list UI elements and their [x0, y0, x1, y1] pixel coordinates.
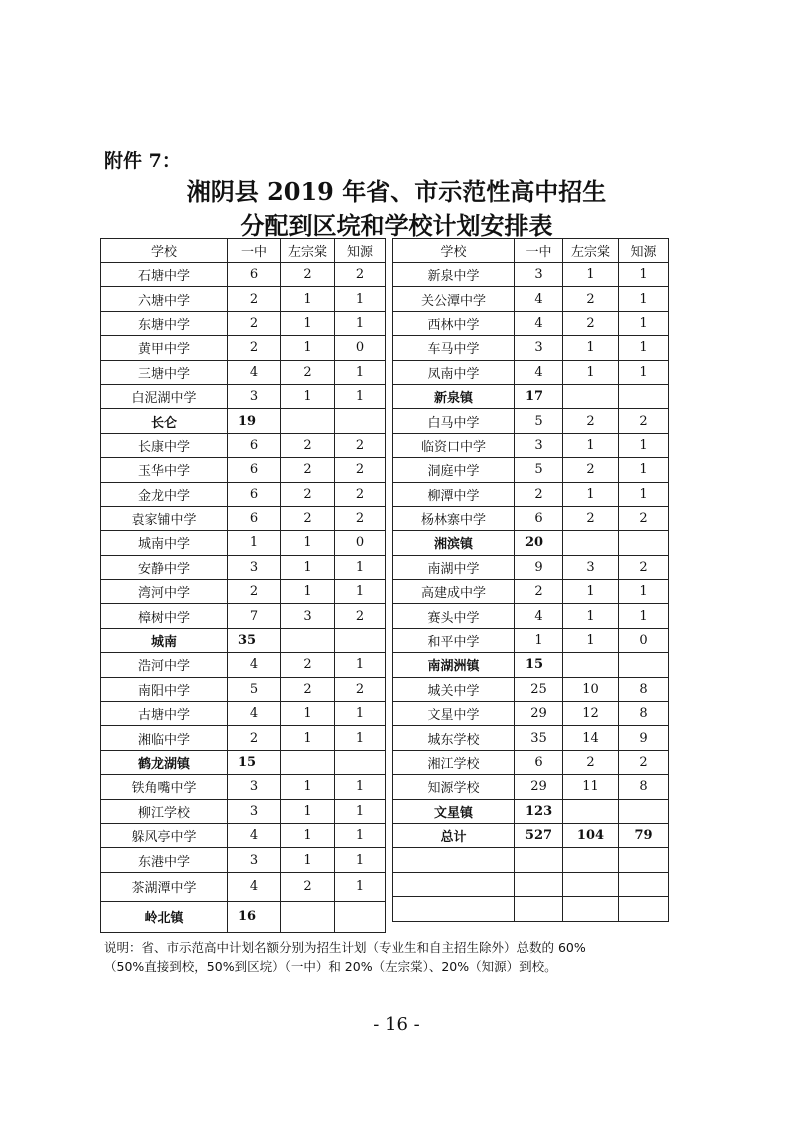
school-cell: 躲风亭中学: [101, 823, 228, 847]
zuozongtang-cell: [563, 653, 619, 677]
school-cell: 洞庭中学: [393, 458, 515, 482]
zuozongtang-cell: 12: [563, 702, 619, 726]
zhiyuan-cell: 1: [335, 311, 386, 335]
header-zhiyuan: 知源: [335, 239, 386, 263]
school-cell: 石塘中学: [101, 263, 228, 287]
school-cell: 六塘中学: [101, 287, 228, 311]
zhiyuan-cell: 1: [619, 360, 669, 384]
yizhong-cell: 123: [515, 799, 563, 823]
zuozongtang-cell: 2: [563, 287, 619, 311]
yizhong-cell: 7: [228, 604, 281, 628]
table-row: [393, 263, 669, 287]
yizhong-cell: 29: [515, 702, 563, 726]
zuozongtang-cell: 1: [281, 336, 335, 360]
school-cell: 柳潭中学: [393, 482, 515, 506]
zhiyuan-cell: 2: [335, 506, 386, 530]
document-title-line-1: 湘阴县 2019 年省、市示范性高中招生: [186, 177, 607, 206]
zhiyuan-cell: [619, 848, 669, 872]
yizhong-cell: 2: [228, 287, 281, 311]
yizhong-cell: 3: [228, 848, 281, 872]
zhiyuan-cell: [619, 653, 669, 677]
school-cell: 安静中学: [101, 555, 228, 579]
right-header-row: [393, 239, 669, 263]
yizhong-cell: 15: [515, 653, 563, 677]
table-row: [393, 702, 669, 726]
school-cell: 车马中学: [393, 336, 515, 360]
school-cell: 新泉镇: [393, 384, 515, 408]
zhiyuan-cell: 0: [619, 628, 669, 652]
table-row: [101, 872, 386, 901]
yizhong-cell: 35: [228, 628, 281, 652]
zhiyuan-cell: 1: [335, 848, 386, 872]
yizhong-cell: 17: [515, 384, 563, 408]
table-row: [393, 848, 669, 872]
zhiyuan-cell: 1: [619, 311, 669, 335]
yizhong-cell: 3: [515, 263, 563, 287]
zhiyuan-cell: 1: [335, 799, 386, 823]
table-row: [101, 799, 386, 823]
zuozongtang-cell: 1: [281, 848, 335, 872]
yizhong-cell: 5: [515, 409, 563, 433]
yizhong-cell: 25: [515, 677, 563, 701]
zhiyuan-cell: 1: [619, 433, 669, 457]
zuozongtang-cell: 2: [563, 750, 619, 774]
zhiyuan-cell: [335, 901, 386, 932]
zhiyuan-cell: [619, 872, 669, 896]
yizhong-cell: 3: [228, 384, 281, 408]
table-row: [101, 555, 386, 579]
table-row: [101, 482, 386, 506]
school-cell: 茶湖潭中学: [101, 872, 228, 901]
school-cell: 关公潭中学: [393, 287, 515, 311]
yizhong-cell: 4: [515, 311, 563, 335]
footnote-line-2: （50%直接到校，50%到区垸）（一中）和 20%（左宗棠）、20%（知源）到校。: [104, 959, 557, 974]
table-row: [101, 336, 386, 360]
table-row: [393, 775, 669, 799]
yizhong-cell: 6: [228, 458, 281, 482]
zhiyuan-cell: 1: [335, 287, 386, 311]
table-row: [101, 823, 386, 847]
table-row: [393, 628, 669, 652]
zuozongtang-cell: 2: [281, 482, 335, 506]
school-cell: 湘江学校: [393, 750, 515, 774]
school-cell: 三塘中学: [101, 360, 228, 384]
yizhong-cell: 6: [228, 263, 281, 287]
table-row: [393, 506, 669, 530]
table-row: [101, 726, 386, 750]
zuozongtang-cell: [281, 628, 335, 652]
table-row: [393, 872, 669, 896]
zhiyuan-cell: 0: [335, 531, 386, 555]
yizhong-cell: 3: [228, 555, 281, 579]
zuozongtang-cell: 1: [281, 580, 335, 604]
table-row: [393, 653, 669, 677]
right-allocation-table: [392, 238, 669, 922]
yizhong-cell: 19: [228, 409, 281, 433]
school-cell: 铁角嘴中学: [101, 775, 228, 799]
zhiyuan-cell: [335, 628, 386, 652]
zuozongtang-cell: 2: [563, 311, 619, 335]
school-cell: 湘临中学: [101, 726, 228, 750]
zhiyuan-cell: 1: [619, 604, 669, 628]
zuozongtang-cell: 1: [563, 263, 619, 287]
footnote-line-1: 说明：省、市示范高中计划名额分别为招生计划（专业生和自主招生除外）总数的 60%: [104, 940, 586, 955]
zuozongtang-cell: [563, 897, 619, 921]
table-row: [101, 677, 386, 701]
school-cell: 凤南中学: [393, 360, 515, 384]
zhiyuan-cell: [619, 531, 669, 555]
yizhong-cell: 2: [228, 726, 281, 750]
table-row: [101, 531, 386, 555]
zhiyuan-cell: 2: [335, 677, 386, 701]
table-row: [101, 384, 386, 408]
school-cell: 西林中学: [393, 311, 515, 335]
table-row: [393, 531, 669, 555]
yizhong-cell: 4: [228, 872, 281, 901]
zhiyuan-cell: 1: [335, 555, 386, 579]
school-cell: 东塘中学: [101, 311, 228, 335]
zuozongtang-cell: 1: [563, 482, 619, 506]
zuozongtang-cell: 11: [563, 775, 619, 799]
school-cell: 城南: [101, 628, 228, 652]
yizhong-cell: 3: [228, 775, 281, 799]
school-cell: 浩河中学: [101, 653, 228, 677]
yizhong-cell: 6: [515, 506, 563, 530]
table-row: [393, 384, 669, 408]
yizhong-cell: 4: [515, 360, 563, 384]
table-row: [101, 628, 386, 652]
yizhong-cell: 1: [228, 531, 281, 555]
zhiyuan-cell: 1: [619, 580, 669, 604]
school-cell: 湘滨镇: [393, 531, 515, 555]
table-row: [101, 653, 386, 677]
school-cell: 知源学校: [393, 775, 515, 799]
yizhong-cell: 2: [515, 482, 563, 506]
zuozongtang-cell: 2: [281, 458, 335, 482]
yizhong-cell: 527: [515, 823, 563, 847]
yizhong-cell: [515, 848, 563, 872]
school-cell: 白马中学: [393, 409, 515, 433]
zhiyuan-cell: 2: [335, 458, 386, 482]
zuozongtang-cell: [281, 901, 335, 932]
zuozongtang-cell: [563, 872, 619, 896]
header-school: 学校: [393, 239, 515, 263]
yizhong-cell: 9: [515, 555, 563, 579]
zuozongtang-cell: [281, 409, 335, 433]
table-row: [393, 823, 669, 847]
zhiyuan-cell: 8: [619, 775, 669, 799]
zuozongtang-cell: 1: [281, 823, 335, 847]
header-zuozongtang: 左宗棠: [281, 239, 335, 263]
school-cell: 长仑: [101, 409, 228, 433]
zuozongtang-cell: 104: [563, 823, 619, 847]
table-row: [101, 360, 386, 384]
school-cell: 文星镇: [393, 799, 515, 823]
school-cell: 杨林寨中学: [393, 506, 515, 530]
school-cell: 黄甲中学: [101, 336, 228, 360]
zuozongtang-cell: 2: [563, 409, 619, 433]
zhiyuan-cell: 1: [619, 482, 669, 506]
school-cell: [393, 872, 515, 896]
header-zuozongtang: 左宗棠: [563, 239, 619, 263]
yizhong-cell: 20: [515, 531, 563, 555]
zhiyuan-cell: [619, 897, 669, 921]
header-school: 学校: [101, 239, 228, 263]
yizhong-cell: 6: [228, 482, 281, 506]
zhiyuan-cell: 2: [619, 506, 669, 530]
yizhong-cell: 5: [228, 677, 281, 701]
zhiyuan-cell: 2: [335, 604, 386, 628]
zhiyuan-cell: 2: [335, 482, 386, 506]
footnote: [104, 938, 704, 976]
table-row: [393, 555, 669, 579]
zuozongtang-cell: 1: [563, 433, 619, 457]
yizhong-cell: 3: [515, 336, 563, 360]
page-number: - 16 -: [373, 1014, 420, 1035]
table-row: [101, 604, 386, 628]
table-row: [393, 604, 669, 628]
school-cell: 白泥湖中学: [101, 384, 228, 408]
zhiyuan-cell: 2: [619, 409, 669, 433]
yizhong-cell: 35: [515, 726, 563, 750]
left-header-row: [101, 239, 386, 263]
yizhong-cell: 2: [228, 336, 281, 360]
school-cell: 总计: [393, 823, 515, 847]
school-cell: 岭北镇: [101, 901, 228, 932]
school-cell: 袁家铺中学: [101, 506, 228, 530]
table-row: [393, 360, 669, 384]
table-row: [101, 433, 386, 457]
table-row: [393, 433, 669, 457]
table-row: [101, 311, 386, 335]
zuozongtang-cell: 1: [281, 384, 335, 408]
school-cell: 和平中学: [393, 628, 515, 652]
zuozongtang-cell: 2: [281, 360, 335, 384]
table-row: [393, 799, 669, 823]
zhiyuan-cell: 2: [335, 263, 386, 287]
table-row: [101, 409, 386, 433]
table-row: [393, 287, 669, 311]
zhiyuan-cell: 2: [335, 433, 386, 457]
school-cell: 临资口中学: [393, 433, 515, 457]
table-row: [393, 580, 669, 604]
table-row: [101, 848, 386, 872]
table-row: [393, 409, 669, 433]
school-cell: 柳江学校: [101, 799, 228, 823]
zuozongtang-cell: 2: [563, 506, 619, 530]
yizhong-cell: 4: [515, 287, 563, 311]
table-row: [101, 287, 386, 311]
zhiyuan-cell: 0: [335, 336, 386, 360]
table-row: [101, 580, 386, 604]
table-row: [393, 750, 669, 774]
table-row: [393, 311, 669, 335]
zuozongtang-cell: 2: [281, 677, 335, 701]
school-cell: 南湖中学: [393, 555, 515, 579]
zuozongtang-cell: 1: [281, 287, 335, 311]
school-cell: 新泉中学: [393, 263, 515, 287]
school-cell: 城关中学: [393, 677, 515, 701]
table-row: [393, 482, 669, 506]
yizhong-cell: 2: [515, 580, 563, 604]
yizhong-cell: 5: [515, 458, 563, 482]
yizhong-cell: 15: [228, 750, 281, 774]
table-row: [393, 897, 669, 921]
table-row: [101, 775, 386, 799]
school-cell: 城东学校: [393, 726, 515, 750]
school-cell: 城南中学: [101, 531, 228, 555]
school-cell: 长康中学: [101, 433, 228, 457]
yizhong-cell: 29: [515, 775, 563, 799]
zuozongtang-cell: 2: [563, 458, 619, 482]
header-yizhong: 一中: [515, 239, 563, 263]
school-cell: 玉华中学: [101, 458, 228, 482]
zhiyuan-cell: 1: [335, 580, 386, 604]
zhiyuan-cell: 1: [335, 823, 386, 847]
zhiyuan-cell: 1: [619, 287, 669, 311]
zuozongtang-cell: 1: [281, 702, 335, 726]
zuozongtang-cell: [563, 531, 619, 555]
zuozongtang-cell: [563, 848, 619, 872]
school-cell: 赛头中学: [393, 604, 515, 628]
zhiyuan-cell: 1: [335, 384, 386, 408]
right-table-body: [393, 239, 669, 922]
yizhong-cell: 4: [228, 702, 281, 726]
table-row: [393, 726, 669, 750]
zuozongtang-cell: 1: [281, 799, 335, 823]
zhiyuan-cell: 1: [335, 653, 386, 677]
table-row: [101, 458, 386, 482]
school-cell: 文星中学: [393, 702, 515, 726]
table-row: [101, 702, 386, 726]
school-cell: 鹤龙湖镇: [101, 750, 228, 774]
zuozongtang-cell: 14: [563, 726, 619, 750]
zhiyuan-cell: 1: [619, 263, 669, 287]
yizhong-cell: 1: [515, 628, 563, 652]
school-cell: 樟树中学: [101, 604, 228, 628]
school-cell: 古塘中学: [101, 702, 228, 726]
zuozongtang-cell: 1: [563, 604, 619, 628]
zhiyuan-cell: 1: [335, 775, 386, 799]
zhiyuan-cell: [335, 409, 386, 433]
yizhong-cell: 6: [515, 750, 563, 774]
zhiyuan-cell: 8: [619, 702, 669, 726]
yizhong-cell: 6: [228, 433, 281, 457]
school-cell: 南湖洲镇: [393, 653, 515, 677]
yizhong-cell: 16: [228, 901, 281, 932]
zhiyuan-cell: 2: [619, 750, 669, 774]
zhiyuan-cell: 1: [335, 702, 386, 726]
school-cell: 东港中学: [101, 848, 228, 872]
zuozongtang-cell: 2: [281, 263, 335, 287]
school-cell: [393, 897, 515, 921]
school-cell: 高建成中学: [393, 580, 515, 604]
yizhong-cell: 4: [228, 823, 281, 847]
school-cell: 南阳中学: [101, 677, 228, 701]
yizhong-cell: 4: [228, 360, 281, 384]
zuozongtang-cell: 2: [281, 653, 335, 677]
zhiyuan-cell: [335, 750, 386, 774]
zhiyuan-cell: 1: [335, 360, 386, 384]
yizhong-cell: [515, 872, 563, 896]
zuozongtang-cell: 10: [563, 677, 619, 701]
left-allocation-table: [100, 238, 386, 933]
zuozongtang-cell: 1: [563, 360, 619, 384]
zuozongtang-cell: 1: [281, 726, 335, 750]
zuozongtang-cell: 1: [281, 531, 335, 555]
attachment-label: 附件 7：: [104, 150, 181, 172]
header-yizhong: 一中: [228, 239, 281, 263]
yizhong-cell: 4: [228, 653, 281, 677]
yizhong-cell: 3: [228, 799, 281, 823]
zuozongtang-cell: 1: [281, 311, 335, 335]
zuozongtang-cell: [281, 750, 335, 774]
school-cell: [393, 848, 515, 872]
zhiyuan-cell: [619, 799, 669, 823]
header-zhiyuan: 知源: [619, 239, 669, 263]
table-row: [393, 677, 669, 701]
zuozongtang-cell: 1: [563, 628, 619, 652]
yizhong-cell: 2: [228, 580, 281, 604]
zhiyuan-cell: 1: [335, 872, 386, 901]
zuozongtang-cell: 2: [281, 506, 335, 530]
zuozongtang-cell: 1: [563, 580, 619, 604]
zuozongtang-cell: 1: [563, 336, 619, 360]
zhiyuan-cell: 1: [619, 336, 669, 360]
zuozongtang-cell: 3: [563, 555, 619, 579]
yizhong-cell: [515, 897, 563, 921]
zuozongtang-cell: 1: [281, 555, 335, 579]
left-table-body: [101, 239, 386, 933]
table-row: [101, 506, 386, 530]
zuozongtang-cell: [563, 384, 619, 408]
yizhong-cell: 2: [228, 311, 281, 335]
zuozongtang-cell: 1: [281, 775, 335, 799]
zhiyuan-cell: 1: [619, 458, 669, 482]
table-row: [393, 458, 669, 482]
table-row: [101, 750, 386, 774]
zhiyuan-cell: [619, 384, 669, 408]
zuozongtang-cell: 2: [281, 433, 335, 457]
yizhong-cell: 6: [228, 506, 281, 530]
table-row: [101, 901, 386, 932]
zuozongtang-cell: 3: [281, 604, 335, 628]
zhiyuan-cell: 1: [335, 726, 386, 750]
zhiyuan-cell: 9: [619, 726, 669, 750]
school-cell: 金龙中学: [101, 482, 228, 506]
zhiyuan-cell: 2: [619, 555, 669, 579]
zuozongtang-cell: 2: [281, 872, 335, 901]
school-cell: 湾河中学: [101, 580, 228, 604]
yizhong-cell: 4: [515, 604, 563, 628]
yizhong-cell: 3: [515, 433, 563, 457]
zhiyuan-cell: 79: [619, 823, 669, 847]
table-row: [101, 263, 386, 287]
table-row: [393, 336, 669, 360]
zuozongtang-cell: [563, 799, 619, 823]
document-title-line-2: 分配到区垸和学校计划安排表: [240, 211, 553, 240]
zhiyuan-cell: 8: [619, 677, 669, 701]
